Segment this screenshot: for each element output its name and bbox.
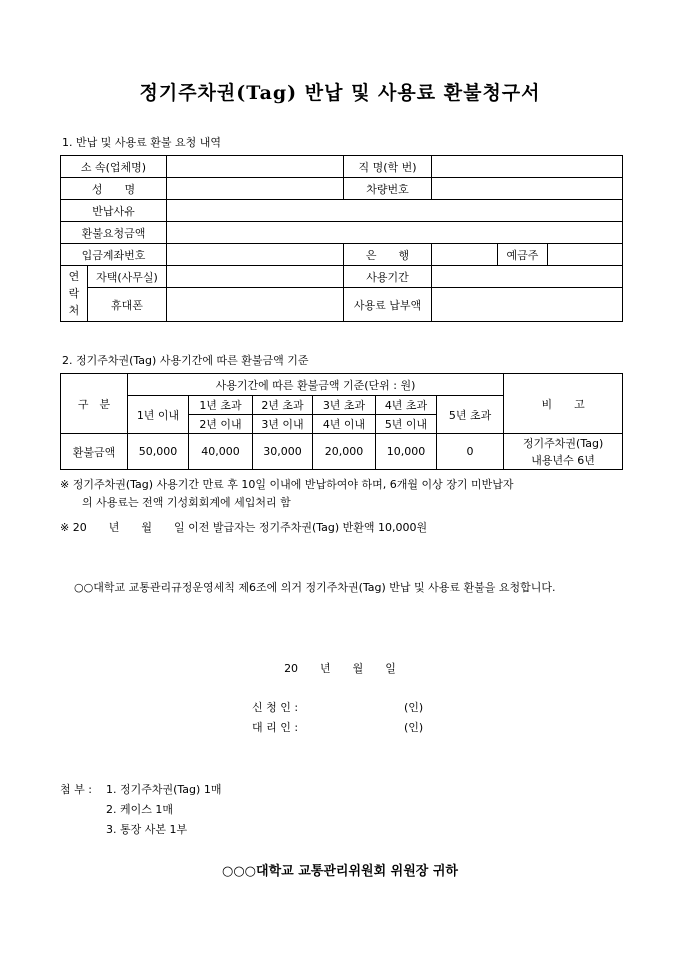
note-1 <box>60 476 514 512</box>
document-title: 정기주차권(Tag) 반납 및 사용료 환불청구서 <box>139 82 541 104</box>
fee-paid-label: 사용료 납부액 <box>344 288 432 322</box>
attachments-label: 첨 부 : <box>60 783 92 796</box>
affiliation-label: 소 속(업체명) <box>61 156 167 178</box>
remarks-header: 비 고 <box>504 374 623 434</box>
note-2: ※ 20 년 월 일 이전 발급자는 정기주차권(Tag) 반환액 10,000원 <box>60 521 428 534</box>
remarks-line2: 내용년수 6년 <box>531 453 595 467</box>
name-label: 성 명 <box>61 178 167 200</box>
car-number-label: 차량번호 <box>344 178 432 200</box>
home-office-label: 자택(사무실) <box>88 266 167 288</box>
position-label: 직 명(학 번) <box>344 156 432 178</box>
agent-line <box>252 719 423 735</box>
date-line: 20 년 월 일 <box>284 662 396 675</box>
refund-amount-label: 환불요청금액 <box>61 222 167 244</box>
applicant-label: 신 청 인 : <box>252 701 299 714</box>
section2-heading: 2. 정기주차권(Tag) 사용기간에 따른 환불금액 기준 <box>62 354 309 367</box>
amount-6: 0 <box>437 434 504 470</box>
remarks-line1: 정기주차권(Tag) <box>522 436 604 450</box>
bank-label: 은 행 <box>344 244 432 266</box>
period-5-bottom: 5년 이내 <box>376 415 437 434</box>
period-2-top: 1년 초과 <box>189 396 253 415</box>
return-reason-label: 반납사유 <box>61 200 167 222</box>
contact-label: 연 락 처 <box>61 266 88 322</box>
note-1-line1: ※ 정기주차권(Tag) 사용기간 만료 후 10일 이내에 반납하여야 하며, 6개월 이상 장기 미반납자 <box>60 478 514 491</box>
period-2-bottom: 2년 이내 <box>189 415 253 434</box>
refund-amount-row-label: 환불금액 <box>61 434 128 470</box>
applicant-line <box>252 699 423 715</box>
refund-amount-field[interactable] <box>167 222 623 244</box>
period-1: 1년 이내 <box>128 396 189 434</box>
attachment-item-3: 3. 통장 사본 1부 <box>106 823 188 836</box>
applicant-seal: (인) <box>404 701 424 714</box>
deposit-account-label: 입금계좌번호 <box>61 244 167 266</box>
remarks-cell <box>504 434 623 470</box>
mobile-field[interactable] <box>167 288 344 322</box>
fee-paid-field[interactable] <box>432 288 623 322</box>
section1-heading: 1. 반납 및 사용료 환불 요청 내역 <box>62 136 221 149</box>
deposit-account-field[interactable] <box>167 244 344 266</box>
amount-4: 20,000 <box>313 434 376 470</box>
car-number-field[interactable] <box>432 178 623 200</box>
agent-label: 대 리 인 : <box>252 721 299 734</box>
amount-5: 10,000 <box>376 434 437 470</box>
refund-criteria-table <box>60 373 623 470</box>
period-4-top: 3년 초과 <box>313 396 376 415</box>
period-6: 5년 초과 <box>437 396 504 434</box>
return-reason-field[interactable] <box>167 200 623 222</box>
depositor-field[interactable] <box>548 244 623 266</box>
note-1-line2: 의 사용료는 전액 기성회회계에 세입처리 함 <box>82 496 291 509</box>
affiliation-field[interactable] <box>167 156 344 178</box>
attachment-item-1: 1. 정기주차권(Tag) 1매 <box>106 783 222 796</box>
amount-1: 50,000 <box>128 434 189 470</box>
home-office-field[interactable] <box>167 266 344 288</box>
request-statement: ○○대학교 교통관리규정운영세칙 제6조에 의거 정기주차권(Tag) 반납 및 사용료 환불을 요청합니다. <box>74 581 556 594</box>
period-3-top: 2년 초과 <box>253 396 313 415</box>
criteria-header: 사용기간에 따른 환불금액 기준(단위 : 원) <box>128 374 504 396</box>
period-5-top: 4년 초과 <box>376 396 437 415</box>
agent-seal: (인) <box>404 721 424 734</box>
period-4-bottom: 4년 이내 <box>313 415 376 434</box>
period-3-bottom: 3년 이내 <box>253 415 313 434</box>
name-field[interactable] <box>167 178 344 200</box>
attachment-item-2: 2. 케이스 1매 <box>106 803 173 816</box>
addressee: ○○○대학교 교통관리위원회 위원장 귀하 <box>222 864 458 879</box>
request-details-table <box>60 155 623 322</box>
amount-3: 30,000 <box>253 434 313 470</box>
depositor-label: 예금주 <box>498 244 548 266</box>
usage-period-label: 사용기간 <box>344 266 432 288</box>
usage-period-field[interactable] <box>432 266 623 288</box>
position-field[interactable] <box>432 156 623 178</box>
category-header: 구 분 <box>61 374 128 434</box>
amount-2: 40,000 <box>189 434 253 470</box>
bank-field[interactable] <box>432 244 498 266</box>
mobile-label: 휴대폰 <box>88 288 167 322</box>
